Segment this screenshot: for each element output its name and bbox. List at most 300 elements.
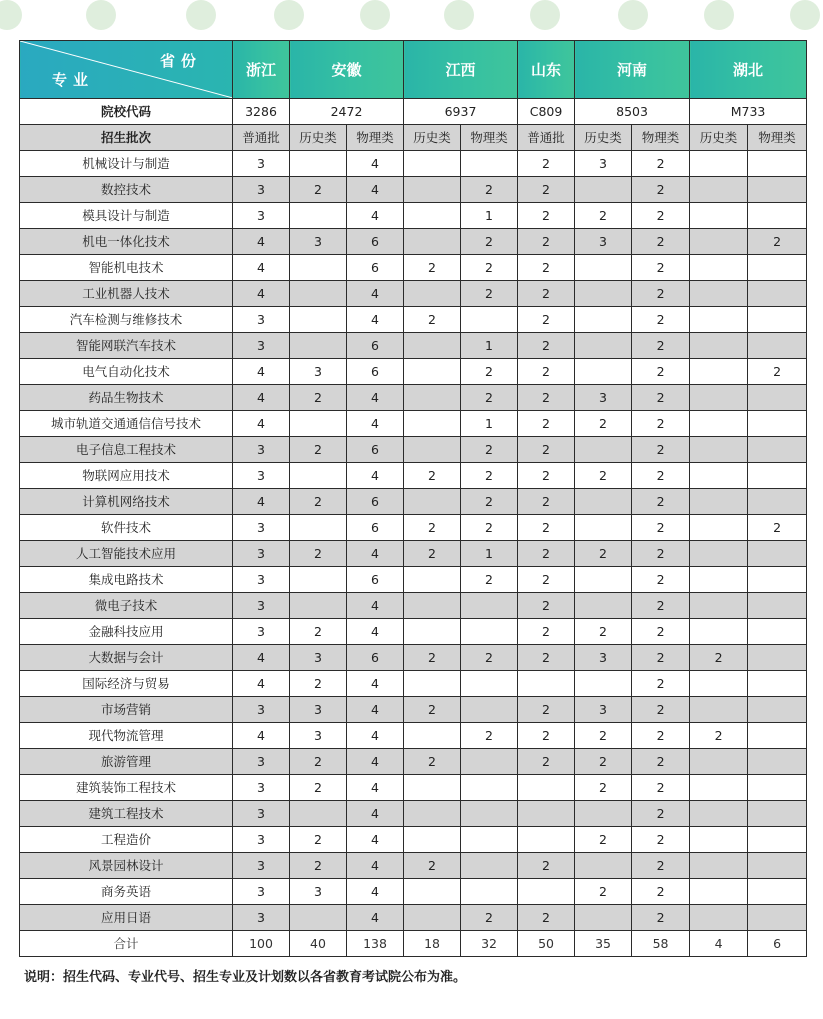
quota-cell: 2 — [461, 489, 518, 515]
quota-cell — [461, 151, 518, 177]
major-name: 计算机网络技术 — [20, 489, 233, 515]
quota-cell — [690, 203, 748, 229]
quota-cell — [290, 905, 347, 931]
quota-cell: 2 — [632, 827, 690, 853]
quota-cell: 2 — [518, 593, 575, 619]
batch-label: 招生批次 — [20, 125, 233, 151]
province-header: 山东 — [518, 41, 575, 99]
batch-cell: 历史类 — [404, 125, 461, 151]
quota-cell: 2 — [632, 385, 690, 411]
quota-cell — [404, 905, 461, 931]
quota-cell: 2 — [632, 801, 690, 827]
quota-cell — [518, 801, 575, 827]
quota-cell — [575, 281, 632, 307]
quota-cell — [518, 671, 575, 697]
table-row — [20, 281, 807, 307]
quota-cell — [690, 749, 748, 775]
province-header: 河南 — [575, 41, 690, 99]
quota-cell: 2 — [461, 905, 518, 931]
quota-cell: 2 — [632, 905, 690, 931]
batch-cell: 物理类 — [748, 125, 807, 151]
quota-cell: 3 — [233, 567, 290, 593]
quota-cell: 6 — [347, 489, 404, 515]
table-row — [20, 411, 807, 437]
table-row — [20, 827, 807, 853]
quota-cell — [748, 177, 807, 203]
major-name: 工程造价 — [20, 827, 233, 853]
quota-cell — [690, 879, 748, 905]
school-code-cell: M733 — [690, 99, 807, 125]
quota-cell: 3 — [233, 437, 290, 463]
decorative-dot — [444, 0, 474, 30]
decorative-dot — [704, 0, 734, 30]
quota-cell: 4 — [233, 671, 290, 697]
total-cell: 50 — [518, 931, 575, 957]
quota-cell: 2 — [575, 203, 632, 229]
quota-cell — [404, 827, 461, 853]
quota-cell: 2 — [575, 723, 632, 749]
quota-cell — [748, 437, 807, 463]
quota-cell: 2 — [518, 229, 575, 255]
quota-cell — [748, 151, 807, 177]
quota-cell: 2 — [632, 255, 690, 281]
major-name: 电气自动化技术 — [20, 359, 233, 385]
decorative-dot-row — [0, 0, 823, 30]
quota-cell — [690, 359, 748, 385]
quota-cell: 2 — [575, 463, 632, 489]
quota-cell: 4 — [347, 593, 404, 619]
major-name: 软件技术 — [20, 515, 233, 541]
quota-cell: 2 — [461, 229, 518, 255]
quota-cell: 2 — [461, 177, 518, 203]
quota-cell — [748, 593, 807, 619]
quota-cell — [575, 255, 632, 281]
quota-cell: 2 — [290, 671, 347, 697]
quota-cell: 2 — [632, 723, 690, 749]
batch-cell: 历史类 — [290, 125, 347, 151]
table-row — [20, 385, 807, 411]
quota-cell: 1 — [461, 203, 518, 229]
table-row — [20, 177, 807, 203]
quota-cell: 4 — [233, 489, 290, 515]
quota-cell — [290, 255, 347, 281]
decorative-dot — [360, 0, 390, 30]
quota-cell — [404, 385, 461, 411]
quota-cell: 3 — [233, 775, 290, 801]
quota-cell — [748, 853, 807, 879]
quota-cell — [690, 671, 748, 697]
quota-cell: 4 — [347, 151, 404, 177]
quota-cell — [748, 671, 807, 697]
corner-province-label: 省份 — [159, 52, 202, 70]
quota-cell — [404, 593, 461, 619]
quota-cell: 2 — [632, 879, 690, 905]
quota-cell — [690, 229, 748, 255]
quota-cell: 3 — [233, 307, 290, 333]
decorative-dot — [790, 0, 820, 30]
quota-cell — [461, 801, 518, 827]
quota-cell: 4 — [233, 385, 290, 411]
table-row — [20, 463, 807, 489]
table-row — [20, 359, 807, 385]
quota-cell: 6 — [347, 255, 404, 281]
table-row — [20, 203, 807, 229]
corner-major-label: 专业 — [52, 71, 95, 89]
quota-cell: 2 — [461, 359, 518, 385]
quota-cell: 2 — [575, 749, 632, 775]
quota-cell — [518, 775, 575, 801]
quota-cell: 3 — [233, 827, 290, 853]
batch-row — [20, 125, 807, 151]
quota-cell: 4 — [347, 697, 404, 723]
quota-cell: 2 — [632, 281, 690, 307]
quota-cell: 3 — [233, 853, 290, 879]
major-name: 现代物流管理 — [20, 723, 233, 749]
major-name: 商务英语 — [20, 879, 233, 905]
quota-cell — [575, 489, 632, 515]
quota-cell: 4 — [347, 619, 404, 645]
quota-cell — [690, 541, 748, 567]
quota-cell: 4 — [233, 723, 290, 749]
quota-cell: 4 — [347, 879, 404, 905]
table-row — [20, 905, 807, 931]
major-name: 旅游管理 — [20, 749, 233, 775]
quota-cell — [748, 723, 807, 749]
quota-cell: 3 — [233, 593, 290, 619]
quota-cell: 2 — [518, 619, 575, 645]
quota-cell: 3 — [290, 697, 347, 723]
quota-cell — [518, 827, 575, 853]
quota-cell: 4 — [233, 281, 290, 307]
quota-cell: 2 — [461, 385, 518, 411]
quota-cell: 2 — [518, 749, 575, 775]
quota-cell: 2 — [632, 593, 690, 619]
quota-cell: 3 — [233, 541, 290, 567]
quota-cell: 3 — [233, 801, 290, 827]
quota-cell — [404, 879, 461, 905]
quota-cell: 2 — [518, 463, 575, 489]
quota-cell: 2 — [290, 177, 347, 203]
quota-cell: 6 — [347, 359, 404, 385]
quota-cell — [290, 411, 347, 437]
quota-cell — [748, 827, 807, 853]
quota-cell: 2 — [518, 645, 575, 671]
quota-cell — [290, 281, 347, 307]
batch-cell: 物理类 — [347, 125, 404, 151]
major-name: 国际经济与贸易 — [20, 671, 233, 697]
quota-cell: 2 — [461, 723, 518, 749]
quota-cell — [290, 463, 347, 489]
quota-cell: 2 — [518, 723, 575, 749]
school-code-row — [20, 99, 807, 125]
quota-cell — [690, 515, 748, 541]
major-name: 模具设计与制造 — [20, 203, 233, 229]
quota-cell: 4 — [233, 359, 290, 385]
quota-cell — [748, 697, 807, 723]
quota-cell: 4 — [347, 385, 404, 411]
quota-cell: 2 — [290, 385, 347, 411]
quota-cell: 2 — [404, 749, 461, 775]
quota-cell: 3 — [233, 515, 290, 541]
table-row — [20, 515, 807, 541]
quota-cell: 2 — [632, 229, 690, 255]
quota-cell: 1 — [461, 333, 518, 359]
quota-cell — [748, 879, 807, 905]
quota-cell — [290, 203, 347, 229]
quota-cell — [404, 437, 461, 463]
quota-cell — [748, 489, 807, 515]
quota-cell: 4 — [347, 281, 404, 307]
quota-cell: 2 — [461, 255, 518, 281]
quota-cell: 6 — [347, 333, 404, 359]
quota-cell — [690, 411, 748, 437]
quota-cell: 4 — [347, 541, 404, 567]
quota-cell: 2 — [632, 749, 690, 775]
quota-cell — [690, 463, 748, 489]
table-row — [20, 593, 807, 619]
major-name: 人工智能技术应用 — [20, 541, 233, 567]
quota-cell: 2 — [748, 359, 807, 385]
major-name: 机械设计与制造 — [20, 151, 233, 177]
quota-cell: 2 — [461, 567, 518, 593]
quota-cell: 2 — [632, 411, 690, 437]
quota-cell: 2 — [575, 411, 632, 437]
quota-cell: 2 — [290, 437, 347, 463]
school-code-cell: 2472 — [290, 99, 404, 125]
quota-cell: 3 — [290, 645, 347, 671]
enrollment-plan-table — [19, 40, 807, 957]
quota-cell: 2 — [575, 775, 632, 801]
quota-cell: 2 — [404, 255, 461, 281]
table-row — [20, 775, 807, 801]
school-code-cell: 8503 — [575, 99, 690, 125]
province-header: 湖北 — [690, 41, 807, 99]
table-row — [20, 333, 807, 359]
quota-cell — [290, 333, 347, 359]
total-cell: 4 — [690, 931, 748, 957]
quota-cell — [404, 281, 461, 307]
total-cell: 138 — [347, 931, 404, 957]
major-name: 智能网联汽车技术 — [20, 333, 233, 359]
quota-cell: 2 — [575, 879, 632, 905]
quota-cell: 4 — [347, 827, 404, 853]
quota-cell — [461, 671, 518, 697]
quota-cell: 3 — [233, 203, 290, 229]
decorative-dot — [274, 0, 304, 30]
quota-cell: 6 — [347, 515, 404, 541]
quota-cell: 3 — [233, 151, 290, 177]
batch-cell: 历史类 — [690, 125, 748, 151]
quota-cell — [461, 307, 518, 333]
quota-cell: 4 — [347, 853, 404, 879]
quota-cell: 2 — [290, 775, 347, 801]
quota-cell — [404, 489, 461, 515]
quota-cell — [575, 515, 632, 541]
quota-cell — [290, 307, 347, 333]
quota-cell: 2 — [632, 619, 690, 645]
major-name: 建筑装饰工程技术 — [20, 775, 233, 801]
quota-cell: 2 — [461, 463, 518, 489]
quota-cell: 4 — [233, 411, 290, 437]
quota-cell: 2 — [518, 203, 575, 229]
quota-cell: 2 — [404, 645, 461, 671]
table-row — [20, 619, 807, 645]
table-row — [20, 307, 807, 333]
quota-cell: 4 — [347, 723, 404, 749]
quota-cell: 2 — [518, 853, 575, 879]
quota-cell: 3 — [290, 723, 347, 749]
quota-cell: 2 — [632, 645, 690, 671]
quota-cell: 3 — [575, 385, 632, 411]
quota-cell: 4 — [347, 801, 404, 827]
quota-cell — [690, 307, 748, 333]
quota-cell: 3 — [233, 619, 290, 645]
total-cell: 58 — [632, 931, 690, 957]
quota-cell — [575, 437, 632, 463]
quota-cell: 3 — [233, 749, 290, 775]
quota-cell — [404, 671, 461, 697]
quota-cell: 2 — [690, 723, 748, 749]
quota-cell — [461, 775, 518, 801]
province-header: 江西 — [404, 41, 518, 99]
quota-cell: 2 — [632, 437, 690, 463]
quota-cell: 2 — [461, 515, 518, 541]
quota-cell — [575, 567, 632, 593]
total-cell: 6 — [748, 931, 807, 957]
quota-cell: 2 — [632, 671, 690, 697]
quota-cell — [518, 879, 575, 905]
quota-cell: 2 — [518, 333, 575, 359]
table-row — [20, 853, 807, 879]
quota-cell: 4 — [233, 229, 290, 255]
quota-cell: 2 — [461, 281, 518, 307]
quota-cell: 4 — [347, 307, 404, 333]
major-name: 药品生物技术 — [20, 385, 233, 411]
province-header: 浙江 — [233, 41, 290, 99]
quota-cell: 3 — [575, 697, 632, 723]
quota-cell: 2 — [404, 307, 461, 333]
quota-cell — [690, 333, 748, 359]
quota-cell: 4 — [233, 645, 290, 671]
major-name: 应用日语 — [20, 905, 233, 931]
quota-cell: 2 — [518, 515, 575, 541]
total-cell: 40 — [290, 931, 347, 957]
quota-cell: 6 — [347, 229, 404, 255]
quota-cell: 1 — [461, 411, 518, 437]
major-name: 集成电路技术 — [20, 567, 233, 593]
quota-cell: 2 — [632, 541, 690, 567]
quota-cell: 2 — [748, 515, 807, 541]
quota-cell: 3 — [575, 229, 632, 255]
quota-cell — [461, 619, 518, 645]
quota-cell: 3 — [290, 229, 347, 255]
quota-cell: 4 — [347, 671, 404, 697]
major-name: 金融科技应用 — [20, 619, 233, 645]
quota-cell — [748, 801, 807, 827]
table-row — [20, 151, 807, 177]
quota-cell — [404, 567, 461, 593]
quota-cell: 2 — [518, 905, 575, 931]
header-corner — [20, 41, 233, 99]
quota-cell: 2 — [632, 151, 690, 177]
quota-cell: 6 — [347, 645, 404, 671]
quota-cell: 2 — [632, 515, 690, 541]
quota-cell: 2 — [632, 697, 690, 723]
quota-cell: 2 — [518, 567, 575, 593]
province-header: 安徽 — [290, 41, 404, 99]
quota-cell: 2 — [518, 307, 575, 333]
quota-cell: 3 — [233, 697, 290, 723]
quota-cell: 4 — [347, 775, 404, 801]
quota-cell: 2 — [748, 229, 807, 255]
quota-cell: 2 — [632, 567, 690, 593]
quota-cell — [690, 385, 748, 411]
quota-cell: 2 — [404, 853, 461, 879]
quota-cell: 2 — [632, 203, 690, 229]
quota-cell — [690, 905, 748, 931]
quota-cell: 4 — [347, 411, 404, 437]
table-row — [20, 697, 807, 723]
total-cell: 18 — [404, 931, 461, 957]
quota-cell — [690, 775, 748, 801]
quota-cell — [404, 333, 461, 359]
quota-cell — [404, 203, 461, 229]
quota-cell: 2 — [575, 827, 632, 853]
quota-cell — [690, 255, 748, 281]
quota-cell: 4 — [347, 203, 404, 229]
major-name: 物联网应用技术 — [20, 463, 233, 489]
table-row — [20, 671, 807, 697]
quota-cell: 2 — [404, 697, 461, 723]
quota-cell — [748, 775, 807, 801]
quota-cell: 2 — [518, 359, 575, 385]
quota-cell: 2 — [290, 853, 347, 879]
major-name: 工业机器人技术 — [20, 281, 233, 307]
school-code-cell: C809 — [518, 99, 575, 125]
quota-cell: 2 — [518, 437, 575, 463]
quota-cell — [575, 801, 632, 827]
quota-cell — [690, 697, 748, 723]
quota-cell — [290, 567, 347, 593]
quota-cell: 2 — [575, 619, 632, 645]
quota-cell: 2 — [632, 333, 690, 359]
table-row — [20, 567, 807, 593]
quota-cell — [404, 619, 461, 645]
quota-cell: 2 — [290, 827, 347, 853]
quota-cell — [404, 151, 461, 177]
quota-cell — [461, 827, 518, 853]
quota-cell: 2 — [290, 541, 347, 567]
quota-cell: 2 — [518, 541, 575, 567]
quota-cell: 2 — [404, 541, 461, 567]
quota-cell — [461, 879, 518, 905]
quota-cell: 6 — [347, 567, 404, 593]
quota-cell — [748, 411, 807, 437]
quota-cell — [575, 905, 632, 931]
major-name: 建筑工程技术 — [20, 801, 233, 827]
quota-cell — [748, 905, 807, 931]
quota-cell — [575, 333, 632, 359]
quota-cell — [461, 749, 518, 775]
quota-cell — [690, 281, 748, 307]
quota-cell: 2 — [518, 255, 575, 281]
quota-cell — [404, 775, 461, 801]
quota-cell — [404, 359, 461, 385]
quota-cell — [290, 151, 347, 177]
total-label: 合计 — [20, 931, 233, 957]
quota-cell: 2 — [518, 151, 575, 177]
quota-cell — [748, 203, 807, 229]
